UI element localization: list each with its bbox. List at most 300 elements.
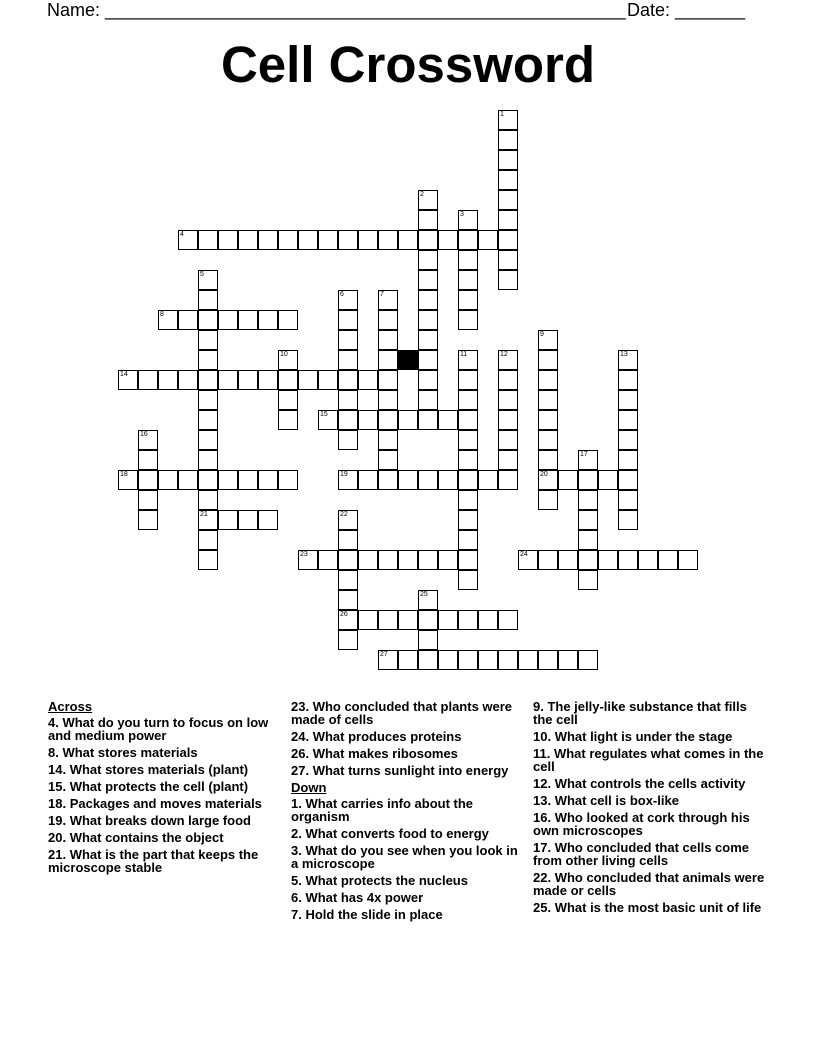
- clue-number: 20.: [48, 830, 67, 845]
- clue-number: 23.: [291, 699, 310, 714]
- grid-cell[interactable]: [218, 230, 238, 250]
- grid-cell[interactable]: [498, 650, 518, 670]
- page-title: Cell Crossword: [220, 36, 596, 93]
- grid-cell[interactable]: [418, 310, 438, 330]
- grid-cell[interactable]: [198, 410, 218, 430]
- clue-number: 3: [460, 211, 464, 218]
- grid-cell[interactable]: [218, 470, 238, 490]
- grid-cell[interactable]: [458, 290, 478, 310]
- clue-number: 7.: [291, 907, 302, 922]
- clue-item: [48, 746, 280, 759]
- clue-number: 19: [340, 471, 348, 478]
- grid-cell[interactable]: [318, 410, 338, 430]
- grid-cell[interactable]: [438, 550, 458, 570]
- grid-cell[interactable]: [498, 430, 518, 450]
- grid-cell[interactable]: [458, 410, 478, 430]
- clue-number: 25.: [533, 900, 552, 915]
- clue-text: Who concluded that plants were made of cells: [291, 699, 513, 727]
- grid-cell[interactable]: [338, 310, 358, 330]
- clue-column-3: [533, 700, 765, 918]
- grid-cell[interactable]: [338, 370, 358, 390]
- grid-cell[interactable]: [278, 350, 298, 370]
- grid-cell[interactable]: [398, 610, 418, 630]
- grid-cell[interactable]: [498, 450, 518, 470]
- grid-cell[interactable]: [498, 410, 518, 430]
- clue-item: [291, 891, 523, 904]
- grid-cell[interactable]: [278, 410, 298, 430]
- grid-cell[interactable]: [218, 310, 238, 330]
- grid-cell[interactable]: [338, 530, 358, 550]
- grid-cell[interactable]: [458, 250, 478, 270]
- grid-cell[interactable]: [458, 210, 478, 230]
- grid-cell[interactable]: [498, 110, 518, 130]
- grid-cell[interactable]: [198, 450, 218, 470]
- clue-item: [291, 730, 523, 743]
- grid-cell[interactable]: [398, 470, 418, 490]
- clue-number: 4: [180, 231, 184, 238]
- clue-item: [533, 794, 765, 807]
- grid-cell[interactable]: [458, 310, 478, 330]
- grid-cell[interactable]: [378, 470, 398, 490]
- grid-cell[interactable]: [498, 610, 518, 630]
- clue-number: 26: [340, 611, 348, 618]
- clue-number: 3.: [291, 843, 302, 858]
- grid-cell[interactable]: [618, 370, 638, 390]
- grid-cell[interactable]: [518, 650, 538, 670]
- grid-cell[interactable]: [138, 430, 158, 450]
- clue-number: 5.: [291, 873, 302, 888]
- down-clue-list-continued: [533, 700, 765, 914]
- grid-cell[interactable]: [498, 250, 518, 270]
- clue-number: 23: [300, 551, 308, 558]
- grid-cell[interactable]: [198, 390, 218, 410]
- across-heading: Across: [48, 699, 93, 714]
- clue-item: [533, 871, 765, 897]
- clue-number: 8.: [48, 745, 59, 760]
- grid-cell[interactable]: [418, 630, 438, 650]
- grid-cell[interactable]: [238, 470, 258, 490]
- grid-cell[interactable]: [458, 270, 478, 290]
- clue-item: [533, 901, 765, 914]
- grid-cell[interactable]: [278, 370, 298, 390]
- grid-cell[interactable]: [378, 410, 398, 430]
- clue-text: What carries info about the organism: [291, 796, 474, 824]
- grid-cell[interactable]: [598, 550, 618, 570]
- grid-cell[interactable]: [578, 530, 598, 550]
- clue-text: What light is under the stage: [551, 729, 733, 744]
- grid-cell[interactable]: [378, 430, 398, 450]
- grid-cell[interactable]: [418, 210, 438, 230]
- grid-cell[interactable]: [398, 410, 418, 430]
- clue-number: 13.: [533, 793, 552, 808]
- grid-cell[interactable]: [198, 510, 218, 530]
- grid-cell[interactable]: [518, 550, 538, 570]
- grid-cell[interactable]: [458, 430, 478, 450]
- grid-cell[interactable]: [338, 390, 358, 410]
- grid-cell[interactable]: [338, 430, 358, 450]
- grid-cell[interactable]: [178, 470, 198, 490]
- clue-number: 18: [120, 471, 128, 478]
- grid-cell[interactable]: [538, 390, 558, 410]
- grid-cell[interactable]: [298, 550, 318, 570]
- grid-cell[interactable]: [238, 310, 258, 330]
- grid-cell[interactable]: [418, 270, 438, 290]
- grid-cell[interactable]: [498, 190, 518, 210]
- grid-cell[interactable]: [498, 130, 518, 150]
- grid-cell[interactable]: [658, 550, 678, 570]
- grid-cell[interactable]: [378, 610, 398, 630]
- grid-cell[interactable]: [578, 470, 598, 490]
- grid-cell[interactable]: [618, 350, 638, 370]
- clue-item: [291, 700, 523, 726]
- grid-cell[interactable]: [198, 370, 218, 390]
- clue-text: What protects the cell (plant): [66, 779, 249, 794]
- grid-cell[interactable]: [298, 370, 318, 390]
- grid-cell[interactable]: [538, 490, 558, 510]
- grid-cell[interactable]: [598, 470, 618, 490]
- grid-cell[interactable]: [538, 470, 558, 490]
- grid-cell[interactable]: [498, 170, 518, 190]
- clue-item: [291, 764, 523, 777]
- grid-cell[interactable]: [538, 350, 558, 370]
- grid-cell[interactable]: [338, 570, 358, 590]
- clue-number: 12.: [533, 776, 552, 791]
- grid-cell[interactable]: [618, 430, 638, 450]
- grid-cell[interactable]: [458, 470, 478, 490]
- grid-cell[interactable]: [138, 470, 158, 490]
- grid-cell[interactable]: [398, 650, 418, 670]
- name-field: Name: ____________________________________________________: [47, 0, 626, 20]
- grid-cell[interactable]: [558, 650, 578, 670]
- grid-cell[interactable]: [578, 490, 598, 510]
- grid-cell[interactable]: [218, 510, 238, 530]
- grid-cell[interactable]: [258, 470, 278, 490]
- grid-cell[interactable]: [158, 370, 178, 390]
- grid-cell[interactable]: [258, 230, 278, 250]
- grid-cell[interactable]: [318, 370, 338, 390]
- grid-cell[interactable]: [258, 510, 278, 530]
- clue-item: [291, 874, 523, 887]
- clue-number: 24.: [291, 729, 310, 744]
- grid-cell[interactable]: [158, 470, 178, 490]
- grid-cell[interactable]: [458, 370, 478, 390]
- across-clue-list-continued: [291, 700, 523, 777]
- grid-cell[interactable]: [578, 510, 598, 530]
- clue-text: What controls the cells activity: [551, 776, 746, 791]
- grid-cell[interactable]: [418, 470, 438, 490]
- grid-cell[interactable]: [138, 510, 158, 530]
- grid-cell[interactable]: [198, 290, 218, 310]
- across-clue-list: [48, 716, 280, 874]
- grid-cell[interactable]: [538, 370, 558, 390]
- grid-cell[interactable]: [458, 650, 478, 670]
- grid-cell[interactable]: [618, 470, 638, 490]
- clue-text: What do you see when you look in a microscope: [291, 843, 518, 871]
- clue-number: 25: [420, 591, 428, 598]
- clue-number: 4.: [48, 715, 59, 730]
- grid-cell[interactable]: [198, 230, 218, 250]
- grid-cell[interactable]: [618, 390, 638, 410]
- clue-number: 11.: [533, 746, 551, 761]
- clue-text: Who concluded that animals were made or cells: [533, 870, 765, 898]
- clue-number: 22: [340, 511, 348, 518]
- grid-cell[interactable]: [378, 390, 398, 410]
- clue-text: What has 4x power: [301, 890, 424, 905]
- grid-cell[interactable]: [498, 210, 518, 230]
- grid-cell[interactable]: [458, 390, 478, 410]
- grid-cell[interactable]: [138, 490, 158, 510]
- grid-cell[interactable]: [278, 390, 298, 410]
- grid-cell[interactable]: [398, 230, 418, 250]
- clue-number: 2.: [291, 826, 302, 841]
- grid-cell[interactable]: [438, 230, 458, 250]
- clue-number: 15.: [48, 779, 67, 794]
- clue-text: What do you turn to focus on low and medium power: [48, 715, 269, 743]
- grid-cell[interactable]: [458, 530, 478, 550]
- clue-number: 19.: [48, 813, 67, 828]
- grid-cell[interactable]: [458, 450, 478, 470]
- grid-cell[interactable]: [198, 330, 218, 350]
- grid-cell[interactable]: [458, 230, 478, 250]
- grid-cell[interactable]: [318, 550, 338, 570]
- grid-cell[interactable]: [498, 390, 518, 410]
- clue-text: Who looked at cork through his own microscopes: [533, 810, 750, 838]
- grid-cell[interactable]: [498, 150, 518, 170]
- grid-cell[interactable]: [498, 350, 518, 370]
- grid-cell[interactable]: [418, 230, 438, 250]
- clue-number: 9: [540, 331, 544, 338]
- grid-cell[interactable]: [378, 650, 398, 670]
- grid-cell[interactable]: [258, 310, 278, 330]
- grid-cell[interactable]: [478, 470, 498, 490]
- grid-cell[interactable]: [418, 410, 438, 430]
- clue-number: 10: [280, 351, 288, 358]
- grid-cell[interactable]: [498, 230, 518, 250]
- clue-text: What protects the nucleus: [301, 873, 468, 888]
- grid-cell[interactable]: [538, 450, 558, 470]
- grid-cell[interactable]: [378, 310, 398, 330]
- grid-cell[interactable]: [638, 550, 658, 570]
- clue-item: [291, 827, 523, 840]
- clue-number: 21: [200, 511, 208, 518]
- clue-text: What produces proteins: [309, 729, 462, 744]
- grid-cell[interactable]: [178, 310, 198, 330]
- grid-cell[interactable]: [198, 430, 218, 450]
- grid-cell[interactable]: [338, 330, 358, 350]
- clue-text: Who concluded that cells come from other living cells: [533, 840, 749, 868]
- clue-number: 6: [340, 291, 344, 298]
- clue-number: 17: [580, 451, 588, 458]
- grid-cell[interactable]: [338, 510, 358, 530]
- grid-cell[interactable]: [538, 430, 558, 450]
- grid-cell[interactable]: [418, 330, 438, 350]
- grid-cell[interactable]: [438, 470, 458, 490]
- grid-cell[interactable]: [538, 410, 558, 430]
- grid-cell[interactable]: [478, 230, 498, 250]
- grid-cell[interactable]: [438, 650, 458, 670]
- grid-cell[interactable]: [338, 630, 358, 650]
- grid-cell[interactable]: [158, 310, 178, 330]
- clue-number: 11: [460, 351, 468, 358]
- grid-cell[interactable]: [198, 310, 218, 330]
- grid-cell[interactable]: [538, 330, 558, 350]
- grid-cell[interactable]: [198, 270, 218, 290]
- clue-number: 16: [140, 431, 148, 438]
- grid-cell[interactable]: [258, 370, 278, 390]
- grid-cell[interactable]: [418, 370, 438, 390]
- grid-cell[interactable]: [338, 550, 358, 570]
- grid-cell[interactable]: [458, 490, 478, 510]
- clue-item: [291, 797, 523, 823]
- grid-cell[interactable]: [378, 330, 398, 350]
- grid-cell[interactable]: [238, 510, 258, 530]
- clue-item: [48, 797, 280, 810]
- grid-cell[interactable]: [458, 570, 478, 590]
- clue-item: [533, 841, 765, 867]
- grid-cell[interactable]: [478, 610, 498, 630]
- grid-cell[interactable]: [678, 550, 698, 570]
- grid-cell[interactable]: [118, 370, 138, 390]
- grid-cell[interactable]: [418, 610, 438, 630]
- grid-cell[interactable]: [418, 250, 438, 270]
- grid-cell[interactable]: [618, 450, 638, 470]
- grid-cell[interactable]: [538, 550, 558, 570]
- grid-cell[interactable]: [178, 230, 198, 250]
- grid-cell[interactable]: [358, 370, 378, 390]
- grid-cell[interactable]: [558, 470, 578, 490]
- clue-text: What stores materials (plant): [66, 762, 249, 777]
- grid-cell[interactable]: [498, 470, 518, 490]
- grid-cell[interactable]: [338, 590, 358, 610]
- clue-number: 21.: [48, 847, 67, 862]
- grid-cell[interactable]: [338, 410, 358, 430]
- clue-number: 8: [160, 311, 164, 318]
- grid-cell[interactable]: [458, 610, 478, 630]
- grid-cell[interactable]: [238, 370, 258, 390]
- clue-item: [48, 763, 280, 776]
- grid-cell[interactable]: [418, 190, 438, 210]
- grid-cell[interactable]: [198, 470, 218, 490]
- down-heading: Down: [291, 780, 327, 795]
- grid-cell[interactable]: [318, 230, 338, 250]
- grid-cell[interactable]: [218, 370, 238, 390]
- grid-cell[interactable]: [378, 350, 398, 370]
- grid-cell[interactable]: [618, 510, 638, 530]
- grid-cell[interactable]: [198, 490, 218, 510]
- grid-cell[interactable]: [538, 650, 558, 670]
- clue-number: 9.: [533, 699, 544, 714]
- grid-cell[interactable]: [198, 530, 218, 550]
- clue-number: 20: [540, 471, 548, 478]
- grid-cell[interactable]: [418, 650, 438, 670]
- grid-cell[interactable]: [418, 350, 438, 370]
- grid-cell[interactable]: [458, 350, 478, 370]
- grid-cell[interactable]: [458, 510, 478, 530]
- grid-cell[interactable]: [458, 550, 478, 570]
- clue-text: What stores materials: [58, 745, 198, 760]
- grid-cell[interactable]: [338, 290, 358, 310]
- grid-cell[interactable]: [398, 550, 418, 570]
- grid-cell[interactable]: [358, 230, 378, 250]
- grid-cell[interactable]: [198, 350, 218, 370]
- clue-item: [533, 747, 765, 773]
- grid-cell[interactable]: [478, 650, 498, 670]
- grid-cell[interactable]: [418, 290, 438, 310]
- grid-cell[interactable]: [378, 290, 398, 310]
- grid-cell[interactable]: [378, 230, 398, 250]
- grid-cell[interactable]: [178, 370, 198, 390]
- clue-number: 10.: [533, 729, 552, 744]
- grid-cell[interactable]: [618, 550, 638, 570]
- grid-cell[interactable]: [418, 390, 438, 410]
- clue-number: 12: [500, 351, 508, 358]
- grid-cell[interactable]: [578, 550, 598, 570]
- grid-cell[interactable]: [358, 610, 378, 630]
- grid-cell[interactable]: [558, 550, 578, 570]
- grid-cell[interactable]: [498, 270, 518, 290]
- clue-number: 22.: [533, 870, 552, 885]
- grid-cell[interactable]: [578, 450, 598, 470]
- clue-item: [291, 844, 523, 870]
- grid-cell[interactable]: [618, 490, 638, 510]
- grid-cell[interactable]: [278, 470, 298, 490]
- clue-text: What breaks down large food: [66, 813, 251, 828]
- clue-item: [48, 780, 280, 793]
- clue-item: [533, 777, 765, 790]
- clue-text: What converts food to energy: [301, 826, 489, 841]
- clue-text: What is the part that keeps the microscope stable: [48, 847, 259, 875]
- grid-cell[interactable]: [358, 550, 378, 570]
- clue-number: 7: [380, 291, 384, 298]
- grid-cell[interactable]: [498, 370, 518, 390]
- clue-text: What regulates what comes in the cell: [533, 746, 764, 774]
- clue-text: The jelly-like substance that fills the cell: [533, 699, 747, 727]
- clue-column-1: [48, 700, 280, 878]
- grid-cell[interactable]: [418, 550, 438, 570]
- grid-cell[interactable]: [338, 230, 358, 250]
- grid-cell[interactable]: [138, 450, 158, 470]
- grid-cell[interactable]: [358, 470, 378, 490]
- grid-cell[interactable]: [338, 470, 358, 490]
- grid-cell[interactable]: [278, 310, 298, 330]
- grid-cell[interactable]: [198, 550, 218, 570]
- grid-cell[interactable]: [298, 230, 318, 250]
- grid-cell[interactable]: [378, 550, 398, 570]
- grid-cell[interactable]: [578, 570, 598, 590]
- grid-cell[interactable]: [438, 610, 458, 630]
- clue-number: 16.: [533, 810, 552, 825]
- clue-item: [48, 848, 280, 874]
- grid-cell[interactable]: [138, 370, 158, 390]
- grid-cell[interactable]: [378, 370, 398, 390]
- grid-cell[interactable]: [418, 590, 438, 610]
- clue-text: Packages and moves materials: [66, 796, 262, 811]
- grid-cell[interactable]: [438, 410, 458, 430]
- clue-text: What makes ribosomes: [309, 746, 458, 761]
- clue-item: [48, 814, 280, 827]
- grid-cell[interactable]: [338, 610, 358, 630]
- grid-cell[interactable]: [358, 410, 378, 430]
- grid-cell[interactable]: [338, 350, 358, 370]
- clue-number: 15: [320, 411, 328, 418]
- grid-cell[interactable]: [378, 450, 398, 470]
- grid-cell[interactable]: [118, 470, 138, 490]
- grid-cell[interactable]: [238, 230, 258, 250]
- grid-cell[interactable]: [618, 410, 638, 430]
- grid-cell[interactable]: [578, 650, 598, 670]
- grid-cell[interactable]: [278, 230, 298, 250]
- clue-column-2: [291, 700, 523, 925]
